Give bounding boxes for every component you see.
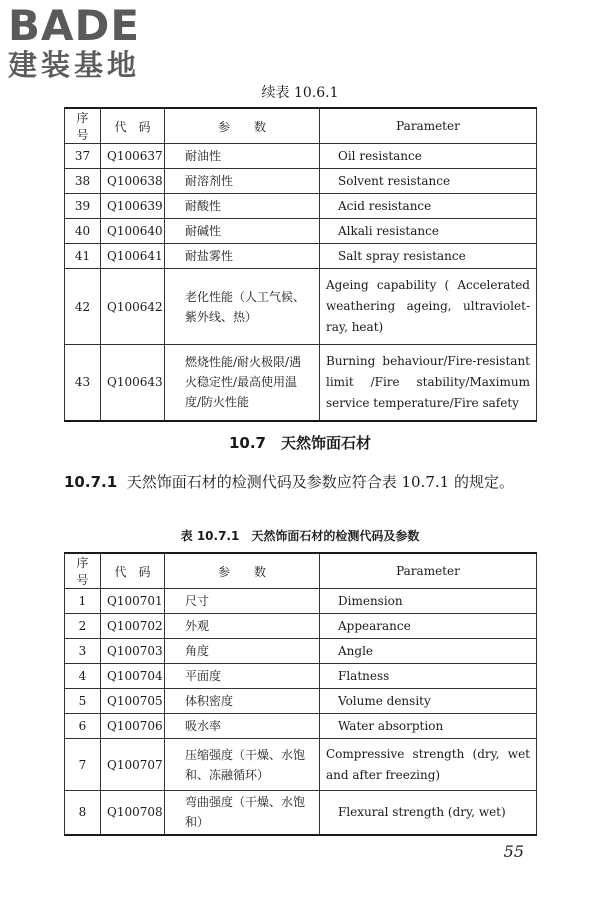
- row-parameter-en: Salt spray resistance: [320, 244, 537, 269]
- row-number: 39: [65, 194, 101, 219]
- clause-paragraph: [64, 470, 536, 494]
- row-number: 38: [65, 169, 101, 194]
- row-code: Q100637: [101, 144, 165, 169]
- header-parameter-cn: 参 数: [165, 108, 320, 144]
- table-row: [65, 269, 537, 345]
- row-code: Q100708: [101, 791, 165, 835]
- clause-number: 10.7.1: [64, 473, 118, 491]
- row-code: Q100701: [101, 589, 165, 614]
- row-code: Q100707: [101, 739, 165, 791]
- row-parameter-cn: 外观: [165, 614, 320, 639]
- header-code: 代 码: [101, 108, 165, 144]
- header-parameter-en: Parameter: [320, 553, 537, 589]
- row-parameter-en: Alkali resistance: [320, 219, 537, 244]
- clause-text: 天然饰面石材的检测代码及参数应符合表 10.7.1 的规定。: [126, 473, 514, 491]
- parameter-table-continued: [64, 107, 537, 422]
- row-parameter-cn: 角度: [165, 639, 320, 664]
- row-code: Q100706: [101, 714, 165, 739]
- table-row: [65, 345, 537, 421]
- row-code: Q100638: [101, 169, 165, 194]
- row-code: Q100704: [101, 664, 165, 689]
- table-row: [65, 589, 537, 614]
- row-number: 41: [65, 244, 101, 269]
- table-header-row: [65, 108, 537, 144]
- row-number: 3: [65, 639, 101, 664]
- header-parameter-en: Parameter: [320, 108, 537, 144]
- row-parameter-cn: 耐油性: [165, 144, 320, 169]
- row-code: Q100643: [101, 345, 165, 421]
- row-parameter-en: Volume density: [320, 689, 537, 714]
- row-parameter-en: Compressive strength (dry, wet and after freezing): [320, 739, 537, 791]
- row-parameter-cn: 弯曲强度（干燥、水饱和）: [165, 791, 320, 835]
- row-number: 37: [65, 144, 101, 169]
- table-row: [65, 739, 537, 791]
- header-number: 序号: [65, 108, 101, 144]
- table-row: [65, 664, 537, 689]
- row-code: Q100642: [101, 269, 165, 345]
- table-row: [65, 144, 537, 169]
- row-parameter-cn: 压缩强度（干燥、水饱和、冻融循环）: [165, 739, 320, 791]
- table-row: [65, 194, 537, 219]
- row-number: 8: [65, 791, 101, 835]
- row-parameter-en: Flexural strength (dry, wet): [320, 791, 537, 835]
- table-row: [65, 614, 537, 639]
- row-number: 40: [65, 219, 101, 244]
- logo: [8, 1, 178, 88]
- row-code: Q100640: [101, 219, 165, 244]
- row-code: Q100702: [101, 614, 165, 639]
- row-parameter-cn: 耐盐雾性: [165, 244, 320, 269]
- row-parameter-en: Oil resistance: [320, 144, 537, 169]
- table-caption: 表 10.7.1 天然饰面石材的检测代码及参数: [180, 529, 420, 543]
- row-number: 1: [65, 589, 101, 614]
- row-parameter-en: Appearance: [320, 614, 537, 639]
- table-row: [65, 639, 537, 664]
- row-code: Q100703: [101, 639, 165, 664]
- row-parameter-cn: 吸水率: [165, 714, 320, 739]
- row-parameter-en: Flatness: [320, 664, 537, 689]
- row-parameter-cn: 尺寸: [165, 589, 320, 614]
- row-parameter-en: Water absorption: [320, 714, 537, 739]
- row-number: 2: [65, 614, 101, 639]
- logo-chinese: 建装基地: [8, 48, 141, 82]
- table-row: [65, 714, 537, 739]
- row-parameter-en: Acid resistance: [320, 194, 537, 219]
- row-parameter-cn: 耐碱性: [165, 219, 320, 244]
- page-number: 55: [503, 842, 524, 861]
- row-number: 7: [65, 739, 101, 791]
- row-parameter-cn: 燃烧性能/耐火极限/遇火稳定性/最高使用温度/防火性能: [165, 345, 320, 421]
- row-parameter-cn: 耐溶剂性: [165, 169, 320, 194]
- row-code: Q100641: [101, 244, 165, 269]
- table-row: [65, 244, 537, 269]
- table-row: [65, 169, 537, 194]
- logo-latin: BADE: [8, 1, 141, 50]
- row-code: Q100639: [101, 194, 165, 219]
- row-parameter-cn: 平面度: [165, 664, 320, 689]
- row-code: Q100705: [101, 689, 165, 714]
- table-row: [65, 791, 537, 835]
- header-code: 代 码: [101, 553, 165, 589]
- row-parameter-en: Ageing capability ( Accelerated weathering ageing, ultraviolet-ray, heat): [320, 269, 537, 345]
- table-row: [65, 689, 537, 714]
- row-parameter-en: Burning behaviour/Fire-resistant limit /Fire stability/Maximum service temperature/Fire safety: [320, 345, 537, 421]
- row-parameter-en: Dimension: [320, 589, 537, 614]
- section-heading: 10.7 天然饰面石材: [228, 434, 371, 452]
- table-header-row: [65, 553, 537, 589]
- row-parameter-en: Solvent resistance: [320, 169, 537, 194]
- header-number: 序号: [65, 553, 101, 589]
- row-number: 6: [65, 714, 101, 739]
- row-number: 4: [65, 664, 101, 689]
- row-parameter-en: Angle: [320, 639, 537, 664]
- row-parameter-cn: 耐酸性: [165, 194, 320, 219]
- row-number: 43: [65, 345, 101, 421]
- header-parameter-cn: 参 数: [165, 553, 320, 589]
- stone-parameter-table: [64, 552, 537, 836]
- row-parameter-cn: 老化性能（人工气候、紫外线、热）: [165, 269, 320, 345]
- table-continuation-caption: 续表 10.6.1: [261, 85, 339, 101]
- row-parameter-cn: 体积密度: [165, 689, 320, 714]
- table-row: [65, 219, 537, 244]
- row-number: 42: [65, 269, 101, 345]
- row-number: 5: [65, 689, 101, 714]
